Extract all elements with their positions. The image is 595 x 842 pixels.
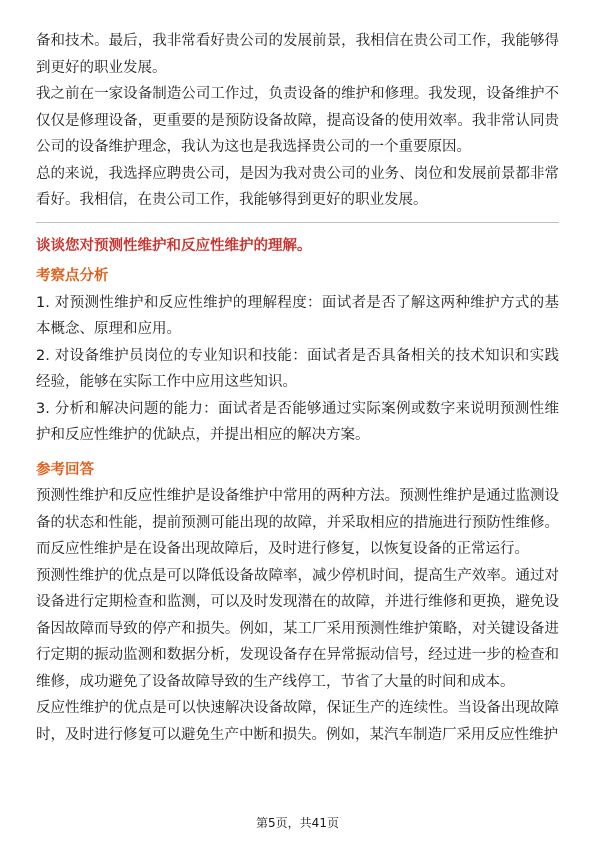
section-divider [36, 222, 559, 223]
analysis-title: 考察点分析 [36, 268, 109, 284]
reference-title: 参考回答 [36, 461, 94, 478]
intro-paragraph-2: 我之前在一家设备制造公司工作过，负责设备的维护和修理。我发现，设备维护不仅仅是修理设备，更重要的是预防设备故障，提高设备的使用效率。我非常认同贵公司的设备维护理念，我认为这也是我选择贵公司的一个重要原因。 [36, 86, 559, 155]
page-content [36, 28, 559, 748]
page-footer: 第5页，共41页 [256, 816, 339, 830]
intro-paragraph-3: 总的来说，我选择应聘贵公司，是因为我对贵公司的业务、岗位和发展前景都非常看好。我相信，在贵公司工作，我能够得到更好的职业发展。 [36, 165, 559, 208]
analysis-item-2: 2. 对设备维护员岗位的专业知识和技能：面试者是否具备相关的技术知识和实践经验，能够在实际工作中应用这些知识。 [36, 347, 559, 390]
reference-paragraph-1: 预测性维护和反应性维护是设备维护中常用的两种方法。预测性维护是通过监测设备的状态和性能，提前预测可能出现的故障，并采取相应的措施进行预防性维修。而反应性维护是在设备出现故障后，及时进行修复，以恢复设备的正常运行。 [36, 488, 559, 557]
reference-paragraph-3: 反应性维护的优点是可以快速解决设备故障，保证生产的连续性。当设备出现故障时，及时进行修复可以避免生产中断和损失。例如，某汽车制造厂采用反应性维护 [36, 700, 559, 743]
reference-paragraph-2: 预测性维护的优点是可以降低设备故障率，减少停机时间，提高生产效率。通过对设备进行定期检查和监测，可以及时发现潜在的故障，并进行维修和更换，避免设备因故障而导致的停产和损失。例如，某工厂采用预测性维护策略，对关键设备进行定期的振动监测和数据分析，发现设备存在异常振动信号，经过进一步的检查和维修，成功避免了设备故障导致的生产线停工，节省了大量的时间和成本。 [36, 567, 559, 690]
analysis-item-1: 1. 对预测性维护和反应性维护的理解程度：面试者是否了解这两种维护方式的基本概念、原理和应用。 [36, 294, 559, 337]
analysis-item-3: 3. 分析和解决问题的能力：面试者是否能够通过实际案例或数字来说明预测性维护和反应性维护的优缺点，并提出相应的解决方案。 [36, 400, 559, 443]
intro-paragraph-1: 备和技术。最后，我非常看好贵公司的发展前景，我相信在贵公司工作，我能够得到更好的职业发展。 [36, 33, 559, 76]
question-heading: 谈谈您对预测性维护和反应性维护的理解。 [36, 237, 312, 254]
